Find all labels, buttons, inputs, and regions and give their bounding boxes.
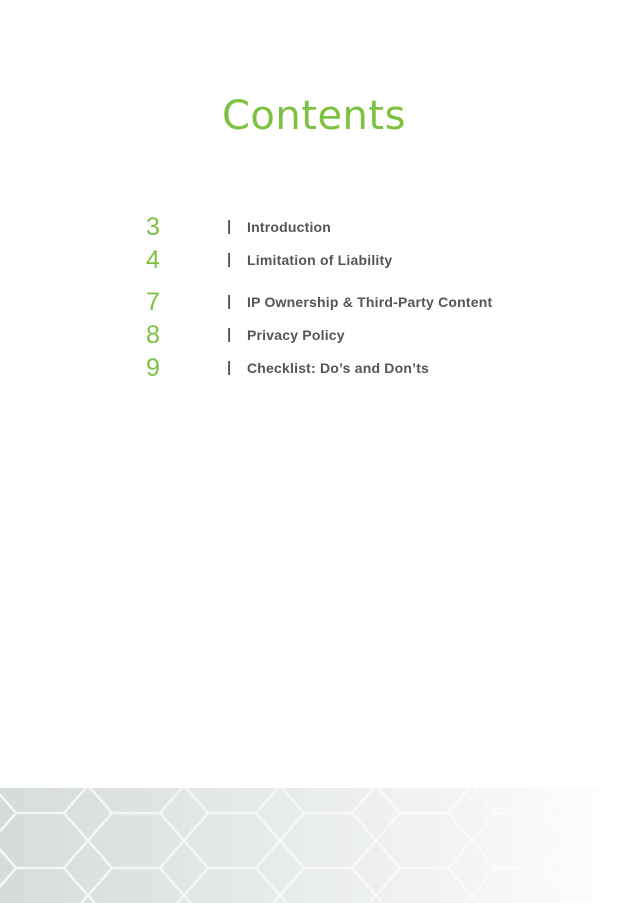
toc-entry-title: Privacy Policy <box>247 327 345 343</box>
toc-entry-privacy-policy[interactable] <box>0 320 638 350</box>
toc-entry-title: Checklist: Do’s and Don’ts <box>247 360 430 376</box>
toc-page-number: 9 <box>146 354 160 382</box>
toc-page-number: 4 <box>146 246 160 274</box>
toc-entry-introduction[interactable] <box>0 212 638 242</box>
toc-page-number: 3 <box>146 213 160 241</box>
toc-separator: | <box>227 293 232 310</box>
toc-separator: | <box>227 359 232 376</box>
toc-page-number: 8 <box>146 321 160 349</box>
toc-entry-checklist[interactable] <box>0 353 638 383</box>
toc-entry-title: IP Ownership & Third-Party Content <box>247 294 493 310</box>
hexagon-pattern-graphic <box>0 788 638 903</box>
toc-separator: | <box>227 326 232 343</box>
toc-separator: | <box>227 218 232 235</box>
page-title: Contents <box>222 93 406 139</box>
toc-entry-title: Introduction <box>247 219 332 235</box>
toc-entry-title: Limitation of Liability <box>247 252 393 268</box>
toc-entry-ip-ownership[interactable] <box>0 287 638 317</box>
toc-page-number: 7 <box>146 288 160 316</box>
toc-entry-limitation-of-liability[interactable] <box>0 245 638 275</box>
toc-separator: | <box>227 251 232 268</box>
hexagon-pattern-footer <box>0 788 638 903</box>
